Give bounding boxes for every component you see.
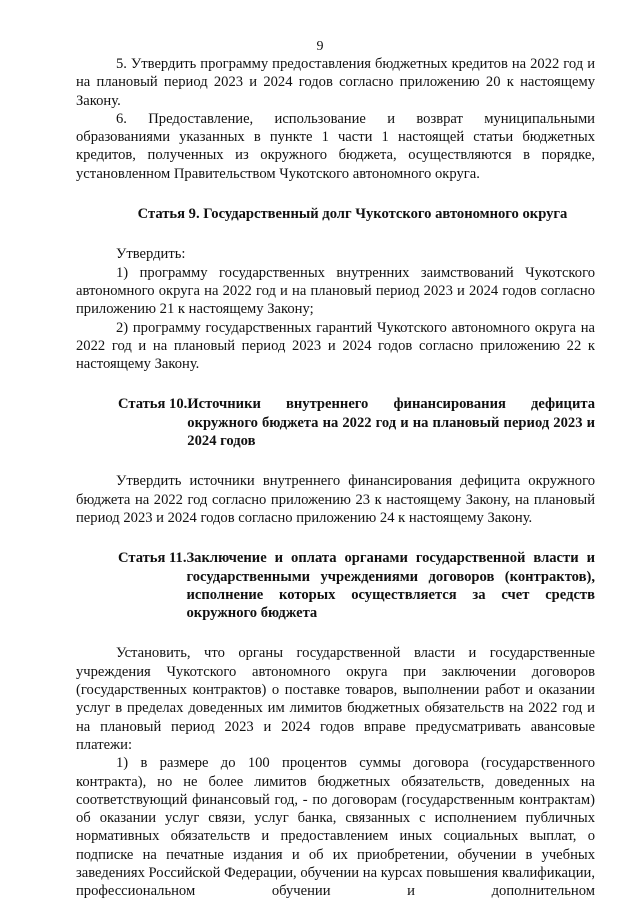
article-10-text: Утвердить источники внутреннего финансирования дефицита окружного бюджета на 2022 год согласно приложению 23 к настоящему Закону, на плановый период 2023 и 2024 годов согласно приложению 24 к настоящему Закону. bbox=[76, 473, 595, 526]
article-11-title: Заключение и оплата органами государственной власти и государственными учреждениями договоров (контрактов), исполнение которых осуществляется за счет средств окружного бюджета bbox=[186, 550, 595, 622]
article-9-item-1: 1) программу государственных внутренних заимствований Чукотского автономного округа на 2022 год и на плановый период 2023 и 2024 годов согласно приложению 21 к настоящему Закону; bbox=[76, 264, 595, 318]
article-11-text: Установить, что органы государственной власти и государственные учреждения Чукотского автономного округа при заключении договоров (государственных контрактов) о поставке товаров, выполнении работ и оказании услуг в пределах доведенных им лимитов бюджетных обязательств на 2022 год и на плановый период 2023 и 2024 годов вправе предусматривать авансовые платежи: bbox=[76, 645, 595, 753]
paragraph-item-6: 6. Предоставление, использование и возврат муниципальными образованиями указанных в пункте 1 части 1 настоящей статьи бюджетных кредитов, полученных из окружного бюджета, осуществляются в порядке, установленном Правительством Чукотского автономного округа. bbox=[76, 110, 595, 182]
paragraph-item-5: 5. Утвердить программу предоставления бюджетных кредитов на 2022 год и на плановый период 2023 и 2024 годов согласно приложению 20 к настоящему Закону. bbox=[76, 56, 595, 109]
article-10-heading bbox=[76, 395, 595, 450]
article-10-label: Статья 10. bbox=[118, 396, 188, 413]
article-9-heading: Статья 9. Государственный долг Чукотского автономного округа bbox=[137, 206, 568, 223]
document-body bbox=[76, 55, 595, 901]
article-9-intro: Утвердить: bbox=[116, 246, 186, 263]
article-9-item-2: 2) программу государственных гарантий Чукотского автономного округа на 2022 год и на плановый период 2023 и 2024 годов согласно приложению 22 к настоящему Закону. bbox=[76, 319, 595, 373]
article-11-item-1: 1) в размере до 100 процентов суммы договора (государственного контракта), но не более лимитов бюджетных обязательств, доведенных на соответствующий финансовый год, - по договорам (государственным контрактам) об оказании услуг связи, услуг банка, связанных с исполнением публичных нормативных обязательств и предоставлением иных социальных выплат, о подписке на печатные издания и об их приобретении, обучении в учебных заведениях Российской Федерации, обучении на курсах повышения квалификации, профессиональном обучении и дополнительном bbox=[76, 755, 595, 900]
article-10-title: Источники внутреннего финансирования дефицита окружного бюджета на 2022 год и на плановый период 2023 и 2024 годов bbox=[187, 396, 595, 450]
article-11-label: Статья 11. bbox=[118, 550, 187, 567]
page-number: 9 bbox=[316, 39, 324, 54]
article-11-heading bbox=[76, 549, 595, 622]
